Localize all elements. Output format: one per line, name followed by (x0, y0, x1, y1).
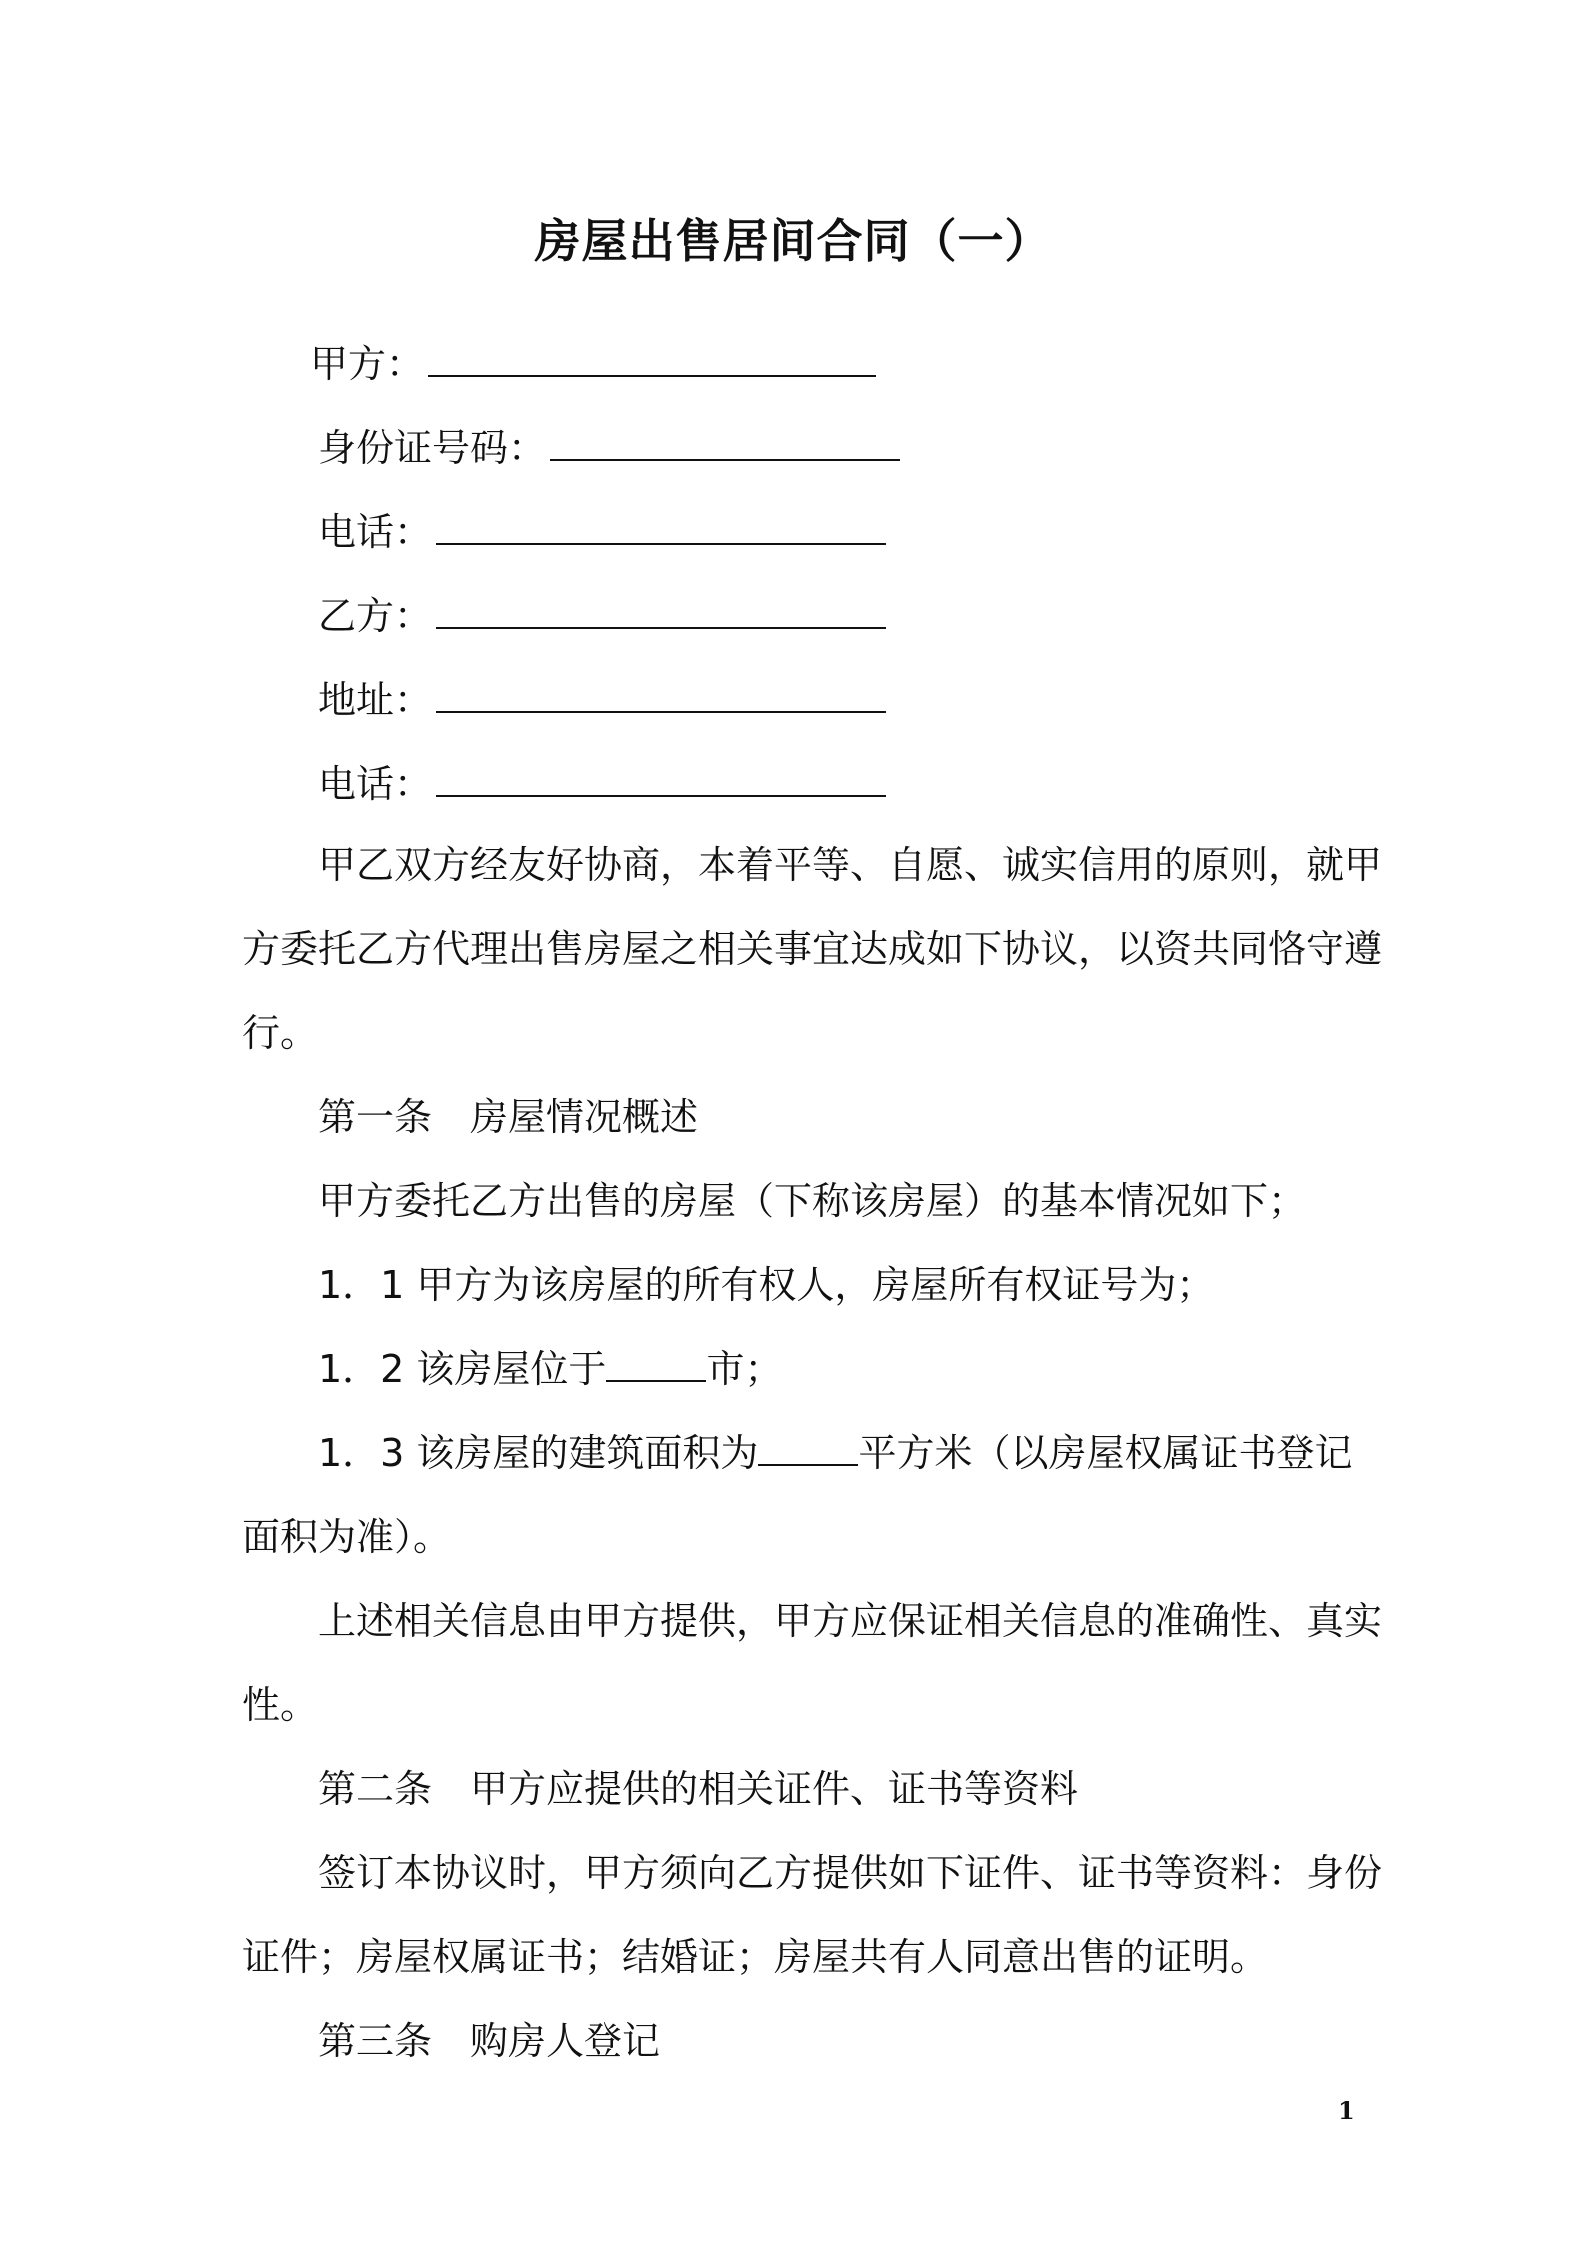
item-text: 市； (706, 1347, 783, 1391)
fill-in-blank (436, 587, 886, 629)
field-label: 乙方： (318, 594, 433, 638)
fill-in-blank (606, 1344, 706, 1382)
item-text: 平方米（以房屋权属证书登记 (858, 1431, 1353, 1475)
article3-heading: 第三条 购房人登记 (318, 2019, 661, 2063)
fill-in-blank (758, 1428, 858, 1466)
article1-item-1-1: 1．1 甲方为该房屋的所有权人，房屋所有权证号为； (318, 1263, 1215, 1307)
article1-description: 甲方委托乙方出售的房屋（下称该房屋）的基本情况如下； (318, 1179, 1307, 1223)
article2-heading: 第二条 甲方应提供的相关证件、证书等资料 (318, 1767, 1079, 1811)
field-label: 身份证号码： (318, 426, 547, 470)
intro-line: 方委托乙方代理出售房屋之相关事宜达成如下协议，以资共同恪守遵 (242, 927, 1383, 971)
article1-note: 上述相关信息由甲方提供，甲方应保证相关信息的准确性、真实 (318, 1599, 1383, 1643)
article2-text: 签订本协议时，甲方须向乙方提供如下证件、证书等资料：身份 (318, 1851, 1383, 1895)
field-address (318, 671, 886, 726)
field-party-b (318, 587, 886, 642)
fill-in-blank (436, 671, 886, 713)
article2-text: 证件；房屋权属证书；结婚证；房屋共有人同意出售的证明。 (242, 1935, 1269, 1979)
field-label: 地址： (318, 678, 433, 722)
article1-item-1-3 (318, 1427, 1352, 1479)
article1-item-1-3-cont: 面积为准）。 (242, 1515, 452, 1559)
fill-in-blank (428, 335, 876, 377)
field-party-a (310, 335, 876, 390)
fill-in-blank (550, 419, 900, 461)
item-text: 1．2 该房屋位于 (318, 1347, 607, 1391)
article1-heading: 第一条 房屋情况概述 (318, 1095, 699, 1139)
page-number: 1 (1338, 2096, 1355, 2125)
document-title: 房屋出售居间合同（一） (534, 214, 1052, 268)
field-label: 电话： (318, 762, 433, 806)
field-id-number (318, 419, 900, 474)
article1-item-1-2 (318, 1343, 782, 1395)
field-label: 甲方： (310, 342, 425, 386)
intro-line: 甲乙双方经友好协商，本着平等、自愿、诚实信用的原则，就甲 (318, 843, 1383, 887)
fill-in-blank (436, 503, 886, 545)
field-label: 电话： (318, 510, 433, 554)
article1-note: 性。 (242, 1683, 319, 1727)
field-phone-a (318, 503, 886, 558)
intro-line: 行。 (242, 1011, 319, 1055)
field-phone-b (318, 755, 886, 810)
fill-in-blank (436, 755, 886, 797)
item-text: 1．3 该房屋的建筑面积为 (318, 1431, 759, 1475)
